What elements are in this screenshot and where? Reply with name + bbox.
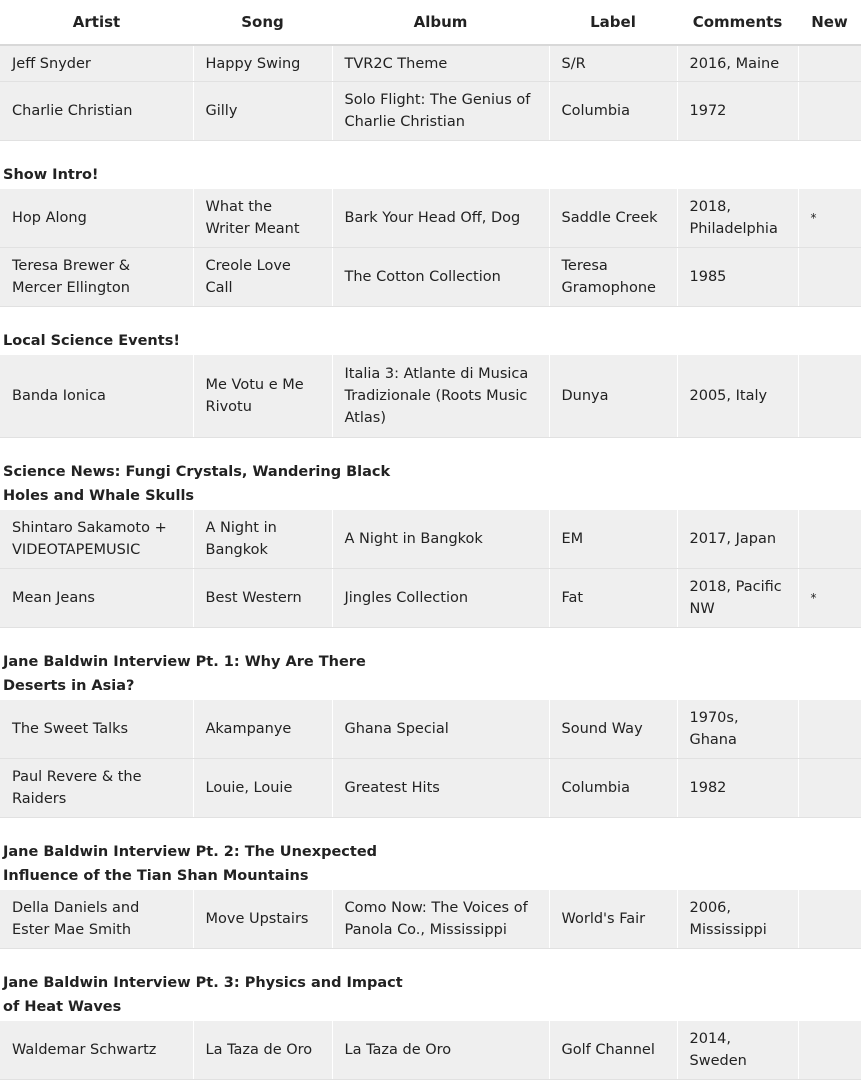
section-heading	[0, 628, 861, 701]
cell-comments: 1985	[677, 248, 798, 307]
section-heading	[0, 438, 861, 511]
cell-song: Best Western	[193, 569, 332, 628]
cell-label: Fat	[549, 569, 677, 628]
cell-new	[798, 248, 861, 307]
cell-label: Teresa Gramophone	[549, 248, 677, 307]
cell-comments: 1982	[677, 759, 798, 818]
section-heading	[0, 949, 861, 1022]
cell-comments: 2018, Philadelphia	[677, 189, 798, 248]
cell-song: A Night in Bangkok	[193, 510, 332, 569]
cell-comments: 2014, Sweden	[677, 1021, 798, 1080]
cell-label: Dunya	[549, 355, 677, 438]
cell-comments: 1970s, Ghana	[677, 700, 798, 759]
cell-new	[798, 890, 861, 949]
cell-song: La Taza de Oro	[193, 1021, 332, 1080]
cell-new: *	[798, 569, 861, 628]
cell-artist: Jeff Snyder	[0, 45, 193, 82]
table-row	[0, 355, 861, 438]
table-row	[0, 1021, 861, 1080]
cell-new	[798, 700, 861, 759]
cell-album: Como Now: The Voices of Panola Co., Mississippi	[332, 890, 549, 949]
cell-new	[798, 82, 861, 141]
cell-album: Greatest Hits	[332, 759, 549, 818]
header-artist: Artist	[0, 0, 193, 45]
cell-artist: Mean Jeans	[0, 569, 193, 628]
header-album: Album	[332, 0, 549, 45]
cell-artist: Della Daniels and Ester Mae Smith	[0, 890, 193, 949]
table-row	[0, 569, 861, 628]
cell-album: La Taza de Oro	[332, 1021, 549, 1080]
cell-song: What the Writer Meant	[193, 189, 332, 248]
table-row	[0, 82, 861, 141]
cell-comments: 2017, Japan	[677, 510, 798, 569]
cell-comments: 1972	[677, 82, 798, 141]
table-header	[0, 0, 861, 45]
cell-label: Columbia	[549, 82, 677, 141]
cell-label: S/R	[549, 45, 677, 82]
table-body	[0, 45, 861, 1080]
cell-song: Gilly	[193, 82, 332, 141]
cell-album: The Cotton Collection	[332, 248, 549, 307]
section-title: Local Science Events!	[3, 333, 180, 349]
cell-new: *	[798, 189, 861, 248]
cell-song: Move Upstairs	[193, 890, 332, 949]
cell-album: Solo Flight: The Genius of Charlie Christian	[332, 82, 549, 141]
section-heading	[0, 307, 861, 356]
cell-label: Golf Channel	[549, 1021, 677, 1080]
cell-new	[798, 45, 861, 82]
cell-song: Me Votu e Me Rivotu	[193, 355, 332, 438]
cell-artist: Paul Revere & the Raiders	[0, 759, 193, 818]
cell-song: Happy Swing	[193, 45, 332, 82]
cell-album: Italia 3: Atlante di Musica Tradizionale (Roots Music Atlas)	[332, 355, 549, 438]
table-row	[0, 890, 861, 949]
header-comments: Comments	[677, 0, 798, 45]
table-row	[0, 189, 861, 248]
cell-song: Creole Love Call	[193, 248, 332, 307]
section-title: Science News: Fungi Crystals, Wandering Black Holes and Whale Skulls	[3, 464, 391, 504]
cell-song: Louie, Louie	[193, 759, 332, 818]
cell-label: EM	[549, 510, 677, 569]
header-new: New	[798, 0, 861, 45]
table-row	[0, 759, 861, 818]
cell-artist: Waldemar Schwartz	[0, 1021, 193, 1080]
cell-comments: 2005, Italy	[677, 355, 798, 438]
header-label: Label	[549, 0, 677, 45]
cell-new	[798, 510, 861, 569]
section-title: Show Intro!	[3, 167, 99, 183]
cell-artist: Banda Ionica	[0, 355, 193, 438]
section-title: Jane Baldwin Interview Pt. 3: Physics and Impact of Heat Waves	[3, 975, 403, 1015]
cell-comments: 2006, Mississippi	[677, 890, 798, 949]
cell-album: Ghana Special	[332, 700, 549, 759]
cell-artist: The Sweet Talks	[0, 700, 193, 759]
cell-album: Jingles Collection	[332, 569, 549, 628]
header-song: Song	[193, 0, 332, 45]
section-heading	[0, 818, 861, 891]
table-row	[0, 700, 861, 759]
cell-label: Columbia	[549, 759, 677, 818]
cell-album: TVR2C Theme	[332, 45, 549, 82]
cell-new	[798, 1021, 861, 1080]
cell-new	[798, 355, 861, 438]
cell-album: Bark Your Head Off, Dog	[332, 189, 549, 248]
cell-song: Akampanye	[193, 700, 332, 759]
cell-label: World's Fair	[549, 890, 677, 949]
section-heading	[0, 141, 861, 190]
table-row	[0, 510, 861, 569]
cell-artist: Hop Along	[0, 189, 193, 248]
cell-new	[798, 759, 861, 818]
cell-label: Saddle Creek	[549, 189, 677, 248]
cell-album: A Night in Bangkok	[332, 510, 549, 569]
cell-comments: 2016, Maine	[677, 45, 798, 82]
cell-artist: Shintaro Sakamoto + VIDEOTAPEMUSIC	[0, 510, 193, 569]
cell-comments: 2018, Pacific NW	[677, 569, 798, 628]
cell-artist: Charlie Christian	[0, 82, 193, 141]
section-title: Jane Baldwin Interview Pt. 1: Why Are There Deserts in Asia?	[3, 654, 366, 694]
table-row	[0, 45, 861, 82]
cell-artist: Teresa Brewer & Mercer Ellington	[0, 248, 193, 307]
section-title: Jane Baldwin Interview Pt. 2: The Unexpected Influence of the Tian Shan Mountains	[3, 844, 378, 884]
cell-label: Sound Way	[549, 700, 677, 759]
table-row	[0, 248, 861, 307]
